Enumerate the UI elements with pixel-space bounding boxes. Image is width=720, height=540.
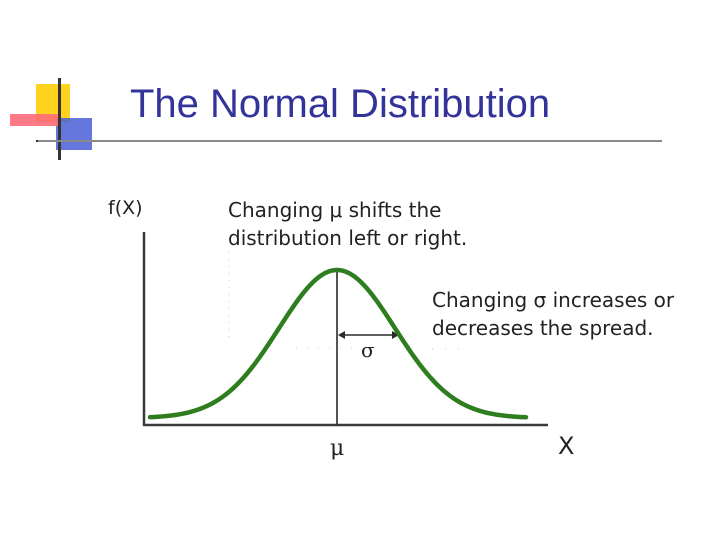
mu-symbol: μ (330, 436, 345, 461)
normal-curve (150, 270, 526, 417)
mean-note-line-1: Changing μ shifts the (228, 198, 442, 222)
mean-note-line-2: distribution left or right. (228, 226, 468, 250)
sigma-symbol: σ (361, 338, 375, 362)
x-axis-label: X (558, 432, 575, 460)
sd-note-line-1: Changing σ increases or (432, 288, 675, 312)
sd-note-line-2: decreases the spread. (432, 316, 654, 340)
sigma-arrow-left-head (338, 331, 345, 339)
slide-title: The Normal Distribution (130, 82, 551, 126)
y-axis-label: f(X) (108, 197, 143, 219)
